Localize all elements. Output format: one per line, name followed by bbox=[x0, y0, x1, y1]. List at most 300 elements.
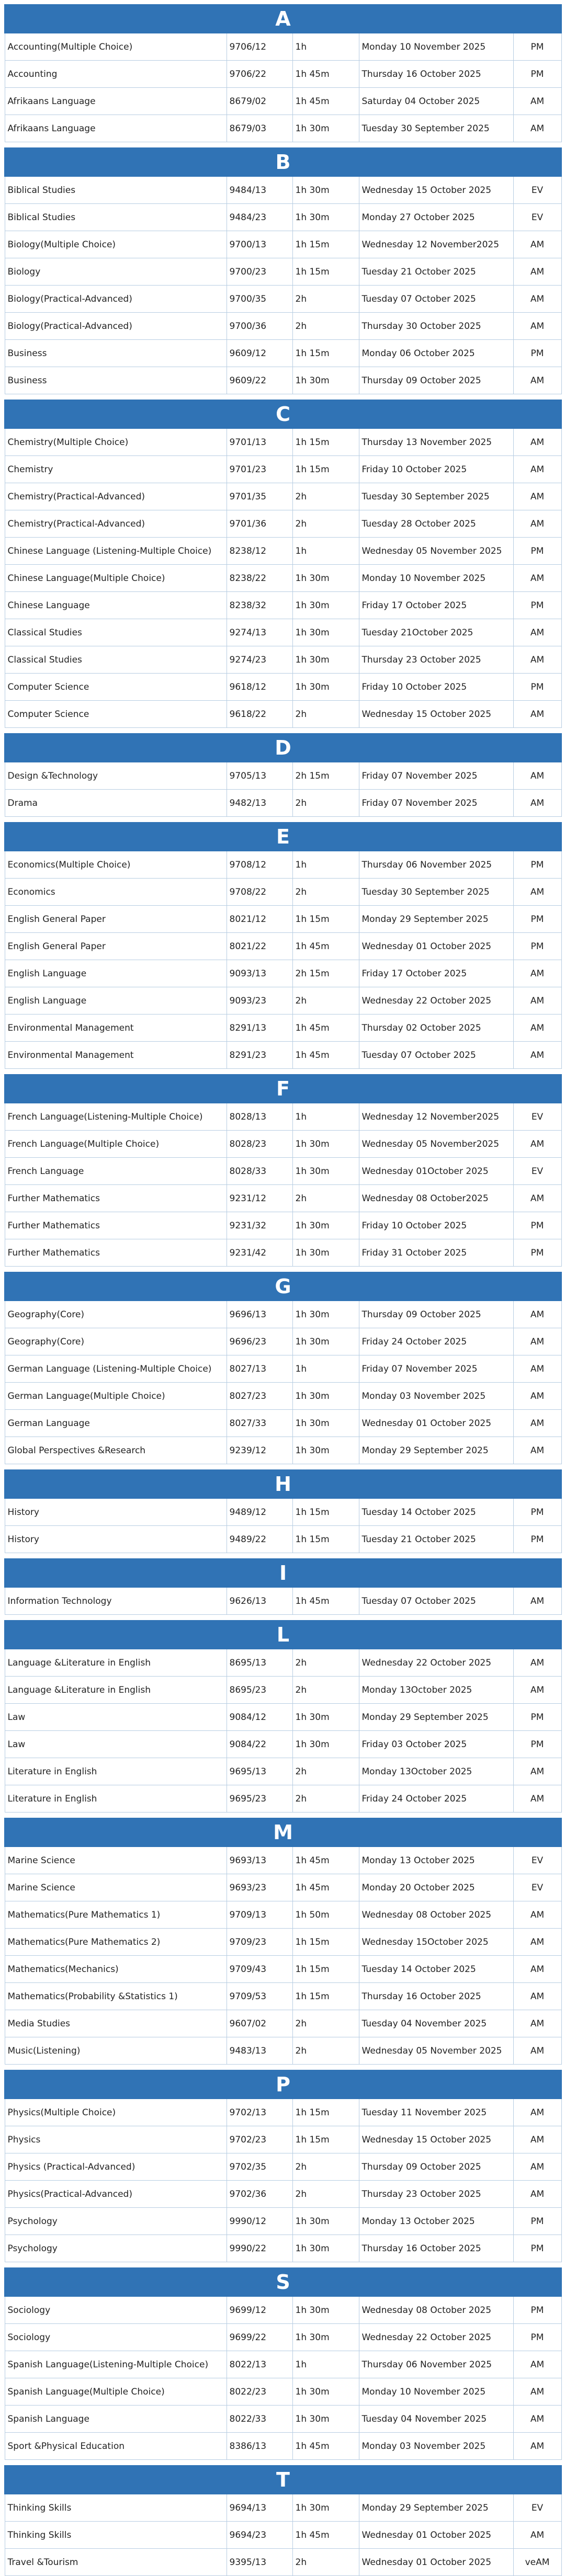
table-row bbox=[5, 1185, 561, 1212]
table-row bbox=[5, 762, 561, 790]
table-row bbox=[5, 2324, 561, 2351]
paper-code-cell: 9274/23 bbox=[227, 646, 292, 674]
subject-cell: Mathematics(Pure Mathematics 1) bbox=[5, 1901, 227, 1929]
session-cell: veAM bbox=[513, 2549, 561, 2576]
table-row bbox=[5, 340, 561, 367]
table-row bbox=[5, 1158, 561, 1185]
session-cell: PM bbox=[513, 592, 561, 619]
duration-cell: 1h 30m bbox=[292, 115, 359, 142]
paper-code-cell: 9609/12 bbox=[227, 340, 292, 367]
subject-cell: Literature in English bbox=[5, 1758, 227, 1785]
table-row bbox=[5, 33, 561, 61]
subject-cell: Global Perspectives &Research bbox=[5, 1437, 227, 1464]
table-row bbox=[5, 428, 561, 456]
date-cell: Wednesday 08 October2025 bbox=[359, 1185, 513, 1212]
table-row bbox=[5, 313, 561, 340]
date-cell: Friday 31 October 2025 bbox=[359, 1239, 513, 1267]
section-header-b bbox=[5, 148, 561, 176]
section-letter: P bbox=[5, 2070, 561, 2099]
subject-cell: Economics bbox=[5, 879, 227, 906]
table-row bbox=[5, 2351, 561, 2378]
duration-cell: 1h 45m bbox=[292, 2522, 359, 2549]
subject-cell: Environmental Management bbox=[5, 1042, 227, 1069]
duration-cell: 1h 30m bbox=[292, 1212, 359, 1239]
date-cell: Thursday 09 October 2025 bbox=[359, 367, 513, 394]
table-row bbox=[5, 1983, 561, 2010]
duration-cell: 1h 30m bbox=[292, 2324, 359, 2351]
table-row bbox=[5, 1649, 561, 1677]
date-cell: Wednesday 01October 2025 bbox=[359, 1158, 513, 1185]
date-cell: Thursday 09 October 2025 bbox=[359, 1301, 513, 1328]
section-header-p bbox=[5, 2070, 561, 2099]
date-cell: Thursday 30 October 2025 bbox=[359, 313, 513, 340]
subject-cell: Biblical Studies bbox=[5, 176, 227, 204]
session-cell: AM bbox=[513, 1677, 561, 1704]
duration-cell: 1h 30m bbox=[292, 1410, 359, 1437]
section-spacer bbox=[5, 2262, 561, 2269]
paper-code-cell: 9084/22 bbox=[227, 1731, 292, 1758]
paper-code-cell: 8695/23 bbox=[227, 1677, 292, 1704]
paper-code-cell: 9489/22 bbox=[227, 1526, 292, 1553]
date-cell: Wednesday 01 October 2025 bbox=[359, 2522, 513, 2549]
table-row bbox=[5, 1301, 561, 1328]
session-cell: AM bbox=[513, 1901, 561, 1929]
date-cell: Monday 10 November 2025 bbox=[359, 565, 513, 592]
paper-code-cell: 9484/23 bbox=[227, 204, 292, 231]
section-spacer bbox=[5, 2460, 561, 2466]
table-row bbox=[5, 286, 561, 313]
date-cell: Friday 10 October 2025 bbox=[359, 674, 513, 701]
exam-timetable bbox=[4, 4, 562, 2576]
table-row bbox=[5, 2099, 561, 2126]
session-cell: AM bbox=[513, 510, 561, 538]
subject-cell: Thinking Skills bbox=[5, 2494, 227, 2522]
session-cell: AM bbox=[513, 701, 561, 728]
paper-code-cell: 8021/22 bbox=[227, 933, 292, 960]
paper-code-cell: 9696/23 bbox=[227, 1328, 292, 1355]
paper-code-cell: 9695/23 bbox=[227, 1785, 292, 1813]
subject-cell: Further Mathematics bbox=[5, 1239, 227, 1267]
table-row bbox=[5, 1239, 561, 1267]
table-row bbox=[5, 790, 561, 817]
subject-cell: Travel &Tourism bbox=[5, 2549, 227, 2576]
duration-cell: 2h bbox=[292, 313, 359, 340]
session-cell: AM bbox=[513, 428, 561, 456]
subject-cell: Sport &Physical Education bbox=[5, 2433, 227, 2460]
paper-code-cell: 9708/12 bbox=[227, 851, 292, 879]
subject-cell: Sociology bbox=[5, 2296, 227, 2324]
paper-code-cell: 9626/13 bbox=[227, 1587, 292, 1615]
date-cell: Wednesday 22 October 2025 bbox=[359, 987, 513, 1015]
section-spacer bbox=[5, 1553, 561, 1559]
subject-cell: Literature in English bbox=[5, 1785, 227, 1813]
duration-cell: 1h 45m bbox=[292, 933, 359, 960]
date-cell: Monday 29 September 2025 bbox=[359, 1704, 513, 1731]
session-cell: EV bbox=[513, 1846, 561, 1874]
paper-code-cell: 9701/23 bbox=[227, 456, 292, 483]
duration-cell: 2h bbox=[292, 2181, 359, 2208]
paper-code-cell: 8238/22 bbox=[227, 565, 292, 592]
paper-code-cell: 8022/33 bbox=[227, 2406, 292, 2433]
session-cell: AM bbox=[513, 483, 561, 510]
paper-code-cell: 9700/35 bbox=[227, 286, 292, 313]
table-row bbox=[5, 1785, 561, 1813]
timetable-body bbox=[5, 5, 561, 2576]
paper-code-cell: 9702/36 bbox=[227, 2181, 292, 2208]
table-row bbox=[5, 565, 561, 592]
date-cell: Thursday 23 October 2025 bbox=[359, 2181, 513, 2208]
date-cell: Monday 13 October 2025 bbox=[359, 1846, 513, 1874]
paper-code-cell: 9607/02 bbox=[227, 2010, 292, 2037]
date-cell: Monday 13October 2025 bbox=[359, 1677, 513, 1704]
table-row bbox=[5, 674, 561, 701]
section-spacer-cell bbox=[5, 2262, 561, 2269]
table-row bbox=[5, 1874, 561, 1901]
date-cell: Thursday 09 October 2025 bbox=[359, 2153, 513, 2181]
duration-cell: 1h 30m bbox=[292, 204, 359, 231]
session-cell: AM bbox=[513, 960, 561, 987]
duration-cell: 1h 45m bbox=[292, 61, 359, 88]
date-cell: Wednesday 01 October 2025 bbox=[359, 2549, 513, 2576]
subject-cell: French Language(Multiple Choice) bbox=[5, 1131, 227, 1158]
session-cell: PM bbox=[513, 538, 561, 565]
date-cell: Wednesday 01 October 2025 bbox=[359, 1410, 513, 1437]
subject-cell: Further Mathematics bbox=[5, 1185, 227, 1212]
duration-cell: 1h 15m bbox=[292, 1929, 359, 1956]
table-row bbox=[5, 1587, 561, 1615]
section-letter: H bbox=[5, 1470, 561, 1498]
section-letter: M bbox=[5, 1818, 561, 1846]
subject-cell: Law bbox=[5, 1731, 227, 1758]
section-letter: B bbox=[5, 148, 561, 176]
date-cell: Wednesday 15 October 2025 bbox=[359, 701, 513, 728]
subject-cell: Physics(Practical-Advanced) bbox=[5, 2181, 227, 2208]
date-cell: Tuesday 30 September 2025 bbox=[359, 879, 513, 906]
duration-cell: 1h 30m bbox=[292, 619, 359, 646]
table-row bbox=[5, 851, 561, 879]
subject-cell: Afrikaans Language bbox=[5, 88, 227, 115]
subject-cell: Computer Science bbox=[5, 674, 227, 701]
session-cell: AM bbox=[513, 1355, 561, 1383]
table-row bbox=[5, 2037, 561, 2065]
subject-cell: Afrikaans Language bbox=[5, 115, 227, 142]
paper-code-cell: 9699/22 bbox=[227, 2324, 292, 2351]
session-cell: AM bbox=[513, 2037, 561, 2065]
duration-cell: 1h 15m bbox=[292, 231, 359, 258]
paper-code-cell: 9709/13 bbox=[227, 1901, 292, 1929]
session-cell: PM bbox=[513, 2324, 561, 2351]
section-spacer-cell bbox=[5, 1813, 561, 1819]
duration-cell: 1h 15m bbox=[292, 456, 359, 483]
date-cell: Wednesday 08 October 2025 bbox=[359, 2296, 513, 2324]
session-cell: PM bbox=[513, 1731, 561, 1758]
table-row bbox=[5, 204, 561, 231]
session-cell: PM bbox=[513, 1212, 561, 1239]
duration-cell: 1h 15m bbox=[292, 1956, 359, 1983]
subject-cell: Chemistry(Practical-Advanced) bbox=[5, 510, 227, 538]
subject-cell: English General Paper bbox=[5, 933, 227, 960]
paper-code-cell: 9489/12 bbox=[227, 1498, 292, 1526]
date-cell: Tuesday 07 October 2025 bbox=[359, 1587, 513, 1615]
subject-cell: Mathematics(Mechanics) bbox=[5, 1956, 227, 1983]
paper-code-cell: 8679/02 bbox=[227, 88, 292, 115]
session-cell: PM bbox=[513, 1704, 561, 1731]
paper-code-cell: 8028/23 bbox=[227, 1131, 292, 1158]
session-cell: AM bbox=[513, 2010, 561, 2037]
section-spacer-cell bbox=[5, 1464, 561, 1471]
duration-cell: 1h 30m bbox=[292, 1328, 359, 1355]
table-row bbox=[5, 1677, 561, 1704]
duration-cell: 1h 30m bbox=[292, 2235, 359, 2262]
subject-cell: Sociology bbox=[5, 2324, 227, 2351]
subject-cell: Geography(Core) bbox=[5, 1301, 227, 1328]
session-cell: PM bbox=[513, 933, 561, 960]
session-cell: AM bbox=[513, 2351, 561, 2378]
paper-code-cell: 9705/13 bbox=[227, 762, 292, 790]
session-cell: AM bbox=[513, 1983, 561, 2010]
paper-code-cell: 9700/23 bbox=[227, 258, 292, 286]
session-cell: AM bbox=[513, 762, 561, 790]
section-spacer-cell bbox=[5, 1267, 561, 1273]
session-cell: PM bbox=[513, 2296, 561, 2324]
session-cell: PM bbox=[513, 851, 561, 879]
paper-code-cell: 9990/22 bbox=[227, 2235, 292, 2262]
section-spacer-cell bbox=[5, 1069, 561, 1075]
subject-cell: Thinking Skills bbox=[5, 2522, 227, 2549]
subject-cell: Physics bbox=[5, 2126, 227, 2153]
subject-cell: Chinese Language(Multiple Choice) bbox=[5, 565, 227, 592]
duration-cell: 1h 30m bbox=[292, 1131, 359, 1158]
table-row bbox=[5, 231, 561, 258]
date-cell: Wednesday 05 November 2025 bbox=[359, 538, 513, 565]
date-cell: Wednesday 15 October 2025 bbox=[359, 2126, 513, 2153]
subject-cell: Mathematics(Probability &Statistics 1) bbox=[5, 1983, 227, 2010]
table-row bbox=[5, 701, 561, 728]
duration-cell: 2h bbox=[292, 879, 359, 906]
duration-cell: 1h 15m bbox=[292, 2126, 359, 2153]
paper-code-cell: 9706/22 bbox=[227, 61, 292, 88]
table-row bbox=[5, 646, 561, 674]
paper-code-cell: 8238/12 bbox=[227, 538, 292, 565]
paper-code-cell: 8679/03 bbox=[227, 115, 292, 142]
subject-cell: Information Technology bbox=[5, 1587, 227, 1615]
subject-cell: Chinese Language bbox=[5, 592, 227, 619]
section-letter: F bbox=[5, 1075, 561, 1103]
section-header-f bbox=[5, 1075, 561, 1103]
paper-code-cell: 9693/23 bbox=[227, 1874, 292, 1901]
session-cell: AM bbox=[513, 2181, 561, 2208]
duration-cell: 1h 30m bbox=[292, 1704, 359, 1731]
session-cell: AM bbox=[513, 2378, 561, 2406]
section-header-a bbox=[5, 5, 561, 33]
date-cell: Monday 03 November 2025 bbox=[359, 1383, 513, 1410]
subject-cell: Chinese Language (Listening-Multiple Choice) bbox=[5, 538, 227, 565]
duration-cell: 1h 15m bbox=[292, 428, 359, 456]
duration-cell: 2h 15m bbox=[292, 762, 359, 790]
subject-cell: Spanish Language bbox=[5, 2406, 227, 2433]
subject-cell: Design &Technology bbox=[5, 762, 227, 790]
table-row bbox=[5, 1103, 561, 1131]
duration-cell: 1h 30m bbox=[292, 2406, 359, 2433]
subject-cell: Spanish Language(Listening-Multiple Choice) bbox=[5, 2351, 227, 2378]
section-spacer-cell bbox=[5, 1553, 561, 1559]
session-cell: AM bbox=[513, 2099, 561, 2126]
table-row bbox=[5, 2153, 561, 2181]
section-spacer-cell bbox=[5, 728, 561, 734]
duration-cell: 1h bbox=[292, 1355, 359, 1383]
paper-code-cell: 9702/13 bbox=[227, 2099, 292, 2126]
subject-cell: German Language(Multiple Choice) bbox=[5, 1383, 227, 1410]
date-cell: Friday 07 November 2025 bbox=[359, 790, 513, 817]
section-letter: T bbox=[5, 2466, 561, 2494]
section-spacer bbox=[5, 1615, 561, 1621]
section-letter: E bbox=[5, 823, 561, 851]
session-cell: PM bbox=[513, 61, 561, 88]
table-row bbox=[5, 2522, 561, 2549]
paper-code-cell: 9709/53 bbox=[227, 1983, 292, 2010]
section-letter: I bbox=[5, 1559, 561, 1587]
section-spacer bbox=[5, 394, 561, 401]
duration-cell: 1h 30m bbox=[292, 1383, 359, 1410]
session-cell: AM bbox=[513, 1587, 561, 1615]
session-cell: AM bbox=[513, 2433, 561, 2460]
table-row bbox=[5, 2378, 561, 2406]
subject-cell: Classical Studies bbox=[5, 646, 227, 674]
paper-code-cell: 8027/23 bbox=[227, 1383, 292, 1410]
paper-code-cell: 9701/13 bbox=[227, 428, 292, 456]
section-spacer bbox=[5, 1813, 561, 1819]
duration-cell: 1h bbox=[292, 851, 359, 879]
table-row bbox=[5, 88, 561, 115]
paper-code-cell: 9618/22 bbox=[227, 701, 292, 728]
duration-cell: 1h 15m bbox=[292, 1526, 359, 1553]
date-cell: Monday 20 October 2025 bbox=[359, 1874, 513, 1901]
duration-cell: 1h 50m bbox=[292, 1901, 359, 1929]
table-row bbox=[5, 258, 561, 286]
session-cell: AM bbox=[513, 1301, 561, 1328]
session-cell: EV bbox=[513, 1103, 561, 1131]
subject-cell: Spanish Language(Multiple Choice) bbox=[5, 2378, 227, 2406]
paper-code-cell: 9231/42 bbox=[227, 1239, 292, 1267]
paper-code-cell: 9694/23 bbox=[227, 2522, 292, 2549]
section-spacer bbox=[5, 1464, 561, 1471]
table-row bbox=[5, 987, 561, 1015]
session-cell: PM bbox=[513, 1498, 561, 1526]
table-row bbox=[5, 456, 561, 483]
date-cell: Monday 10 November 2025 bbox=[359, 2378, 513, 2406]
table-row bbox=[5, 1042, 561, 1069]
session-cell: EV bbox=[513, 204, 561, 231]
duration-cell: 2h bbox=[292, 1649, 359, 1677]
duration-cell: 1h 45m bbox=[292, 1042, 359, 1069]
duration-cell: 1h 30m bbox=[292, 1158, 359, 1185]
table-row bbox=[5, 367, 561, 394]
subject-cell: Mathematics(Pure Mathematics 2) bbox=[5, 1929, 227, 1956]
table-row bbox=[5, 510, 561, 538]
subject-cell: Physics(Multiple Choice) bbox=[5, 2099, 227, 2126]
section-spacer-cell bbox=[5, 2460, 561, 2466]
section-header-s bbox=[5, 2268, 561, 2296]
date-cell: Tuesday 30 September 2025 bbox=[359, 483, 513, 510]
table-row bbox=[5, 906, 561, 933]
session-cell: AM bbox=[513, 619, 561, 646]
date-cell: Tuesday 21 October 2025 bbox=[359, 1526, 513, 1553]
date-cell: Wednesday 12 November2025 bbox=[359, 231, 513, 258]
paper-code-cell: 9699/12 bbox=[227, 2296, 292, 2324]
section-letter: S bbox=[5, 2268, 561, 2296]
table-row bbox=[5, 933, 561, 960]
session-cell: AM bbox=[513, 565, 561, 592]
date-cell: Friday 24 October 2025 bbox=[359, 1785, 513, 1813]
date-cell: Tuesday 21October 2025 bbox=[359, 619, 513, 646]
date-cell: Wednesday 05 November 2025 bbox=[359, 2037, 513, 2065]
table-row bbox=[5, 2433, 561, 2460]
duration-cell: 2h bbox=[292, 987, 359, 1015]
date-cell: Monday 29 September 2025 bbox=[359, 906, 513, 933]
section-header-d bbox=[5, 734, 561, 762]
date-cell: Saturday 04 October 2025 bbox=[359, 88, 513, 115]
paper-code-cell: 9706/12 bbox=[227, 33, 292, 61]
date-cell: Wednesday 05 November2025 bbox=[359, 1131, 513, 1158]
duration-cell: 1h 45m bbox=[292, 88, 359, 115]
subject-cell: Chemistry(Practical-Advanced) bbox=[5, 483, 227, 510]
duration-cell: 2h bbox=[292, 790, 359, 817]
subject-cell: Biology(Practical-Advanced) bbox=[5, 313, 227, 340]
subject-cell: Computer Science bbox=[5, 701, 227, 728]
date-cell: Friday 07 November 2025 bbox=[359, 1355, 513, 1383]
section-letter: C bbox=[5, 400, 561, 428]
section-header-l bbox=[5, 1621, 561, 1649]
paper-code-cell: 9483/13 bbox=[227, 2037, 292, 2065]
duration-cell: 1h 15m bbox=[292, 1983, 359, 2010]
session-cell: AM bbox=[513, 2406, 561, 2433]
session-cell: EV bbox=[513, 176, 561, 204]
date-cell: Friday 17 October 2025 bbox=[359, 592, 513, 619]
session-cell: AM bbox=[513, 1437, 561, 1464]
table-row bbox=[5, 1731, 561, 1758]
subject-cell: Environmental Management bbox=[5, 1015, 227, 1042]
session-cell: PM bbox=[513, 2208, 561, 2235]
duration-cell: 1h 30m bbox=[292, 2296, 359, 2324]
subject-cell: German Language (Listening-Multiple Choice) bbox=[5, 1355, 227, 1383]
subject-cell: History bbox=[5, 1526, 227, 1553]
session-cell: EV bbox=[513, 2494, 561, 2522]
duration-cell: 1h bbox=[292, 1103, 359, 1131]
paper-code-cell: 9693/13 bbox=[227, 1846, 292, 1874]
session-cell: AM bbox=[513, 1649, 561, 1677]
date-cell: Tuesday 28 October 2025 bbox=[359, 510, 513, 538]
paper-code-cell: 9700/13 bbox=[227, 231, 292, 258]
subject-cell: Biblical Studies bbox=[5, 204, 227, 231]
duration-cell: 1h 45m bbox=[292, 1015, 359, 1042]
date-cell: Tuesday 11 November 2025 bbox=[359, 2099, 513, 2126]
duration-cell: 1h 15m bbox=[292, 1498, 359, 1526]
duration-cell: 1h 30m bbox=[292, 1731, 359, 1758]
session-cell: PM bbox=[513, 2235, 561, 2262]
session-cell: PM bbox=[513, 340, 561, 367]
duration-cell: 1h bbox=[292, 538, 359, 565]
date-cell: Tuesday 07 October 2025 bbox=[359, 286, 513, 313]
table-row bbox=[5, 960, 561, 987]
duration-cell: 1h 30m bbox=[292, 1239, 359, 1267]
duration-cell: 2h bbox=[292, 2153, 359, 2181]
subject-cell: Classical Studies bbox=[5, 619, 227, 646]
session-cell: AM bbox=[513, 1328, 561, 1355]
date-cell: Wednesday 12 November2025 bbox=[359, 1103, 513, 1131]
section-header-t bbox=[5, 2466, 561, 2494]
duration-cell: 2h bbox=[292, 510, 359, 538]
paper-code-cell: 9701/36 bbox=[227, 510, 292, 538]
